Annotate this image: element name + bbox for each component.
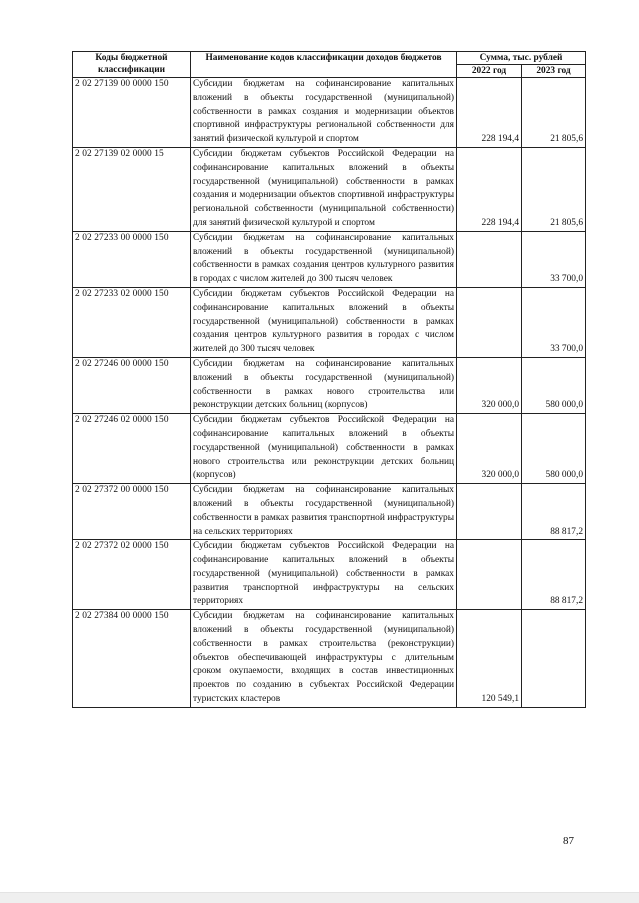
code-cell: 2 02 27384 00 0000 150	[73, 610, 191, 708]
table-row	[73, 540, 586, 610]
amount-2022-cell	[457, 484, 522, 540]
table-row	[73, 147, 586, 231]
table-row	[73, 287, 586, 357]
amount-2022-cell: 320 000,0	[457, 357, 522, 413]
scan-edge-strip	[0, 892, 639, 903]
header-codes: Коды бюджетной классификации	[73, 52, 191, 78]
name-cell: Субсидии бюджетам субъектов Российской Федерации на софинансирование капитальных вложений в объекты государственной (муниципальной) собственности в рамках развития транспортной инфраструктуры на сельских территориях	[191, 540, 457, 610]
name-cell: Субсидии бюджетам субъектов Российской Федерации на софинансирование капитальных вложений в объекты государственной (муниципальной) собственности в рамках создания и модернизации объектов спортивной инфраструктуры региональной собственности (муниципальной собственности) для занятий физической культурой и спортом	[191, 147, 457, 231]
name-cell: Субсидии бюджетам субъектов Российской Федерации на софинансирование капитальных вложений в объекты государственной (муниципальной) собственности в рамках нового строительства или реконструкции детских больниц (корпусов)	[191, 414, 457, 484]
header-row	[73, 52, 586, 65]
amount-2022-cell	[457, 540, 522, 610]
table-row	[73, 484, 586, 540]
table-row	[73, 231, 586, 287]
amount-2023-cell	[522, 610, 586, 708]
table-row	[73, 414, 586, 484]
table-row	[73, 610, 586, 708]
amount-2022-cell	[457, 231, 522, 287]
header-sum: Сумма, тыс. рублей	[457, 52, 586, 65]
amount-2023-cell: 21 805,6	[522, 147, 586, 231]
code-cell: 2 02 27139 02 0000 15	[73, 147, 191, 231]
code-cell: 2 02 27233 00 0000 150	[73, 231, 191, 287]
amount-2022-cell: 120 549,1	[457, 610, 522, 708]
name-cell: Субсидии бюджетам на софинансирование капитальных вложений в объекты государственной (муниципальной) собственности в рамках создания и модернизации объектов спортивной инфраструктуры региональной собственности для занятий физической культурой и спортом	[191, 78, 457, 148]
name-cell: Субсидии бюджетам на софинансирование капитальных вложений в объекты государственной (муниципальной) собственности в рамках развития транспортной инфраструктуры на сельских территориях	[191, 484, 457, 540]
table-row	[73, 78, 586, 148]
amount-2023-cell: 88 817,2	[522, 540, 586, 610]
table-row	[73, 357, 586, 413]
code-cell: 2 02 27246 00 0000 150	[73, 357, 191, 413]
code-cell: 2 02 27372 00 0000 150	[73, 484, 191, 540]
amount-2022-cell: 320 000,0	[457, 414, 522, 484]
amount-2023-cell: 88 817,2	[522, 484, 586, 540]
code-cell: 2 02 27233 02 0000 150	[73, 287, 191, 357]
header-year-2023: 2023 год	[522, 65, 586, 78]
header-name: Наименование кодов классификации доходов бюджетов	[191, 52, 457, 78]
name-cell: Субсидии бюджетам на софинансирование капитальных вложений в объекты государственной (муниципальной) собственности в рамках нового строительства или реконструкции детских больниц (корпусов)	[191, 357, 457, 413]
amount-2023-cell: 33 700,0	[522, 231, 586, 287]
amount-2023-cell: 33 700,0	[522, 287, 586, 357]
name-cell: Субсидии бюджетам на софинансирование капитальных вложений в объекты государственной (муниципальной) собственности в рамках строительства (реконструкции) объектов обеспечивающей инфраструктуры с длительным сроком окупаемости, входящих в состав инвестиционных проектов по созданию в субъектах Российской Федерации туристских кластеров	[191, 610, 457, 708]
amount-2022-cell	[457, 287, 522, 357]
header-year-2022: 2022 год	[457, 65, 522, 78]
code-cell: 2 02 27139 00 0000 150	[73, 78, 191, 148]
amount-2022-cell: 228 194,4	[457, 78, 522, 148]
amount-2023-cell: 580 000,0	[522, 414, 586, 484]
amount-2023-cell: 21 805,6	[522, 78, 586, 148]
code-cell: 2 02 27372 02 0000 150	[73, 540, 191, 610]
code-cell: 2 02 27246 02 0000 150	[73, 414, 191, 484]
amount-2022-cell: 228 194,4	[457, 147, 522, 231]
budget-classification-table	[72, 51, 586, 708]
name-cell: Субсидии бюджетам на софинансирование капитальных вложений в объекты государственной (муниципальной) собственности в рамках создания центров культурного развития в городах с числом жителей до 300 тысяч человек	[191, 231, 457, 287]
amount-2023-cell: 580 000,0	[522, 357, 586, 413]
name-cell: Субсидии бюджетам субъектов Российской Федерации на софинансирование капитальных вложений в объекты государственной (муниципальной) собственности в рамках создания центров культурного развития в городах с числом жителей до 300 тысяч человек	[191, 287, 457, 357]
page-number: 87	[563, 835, 574, 847]
